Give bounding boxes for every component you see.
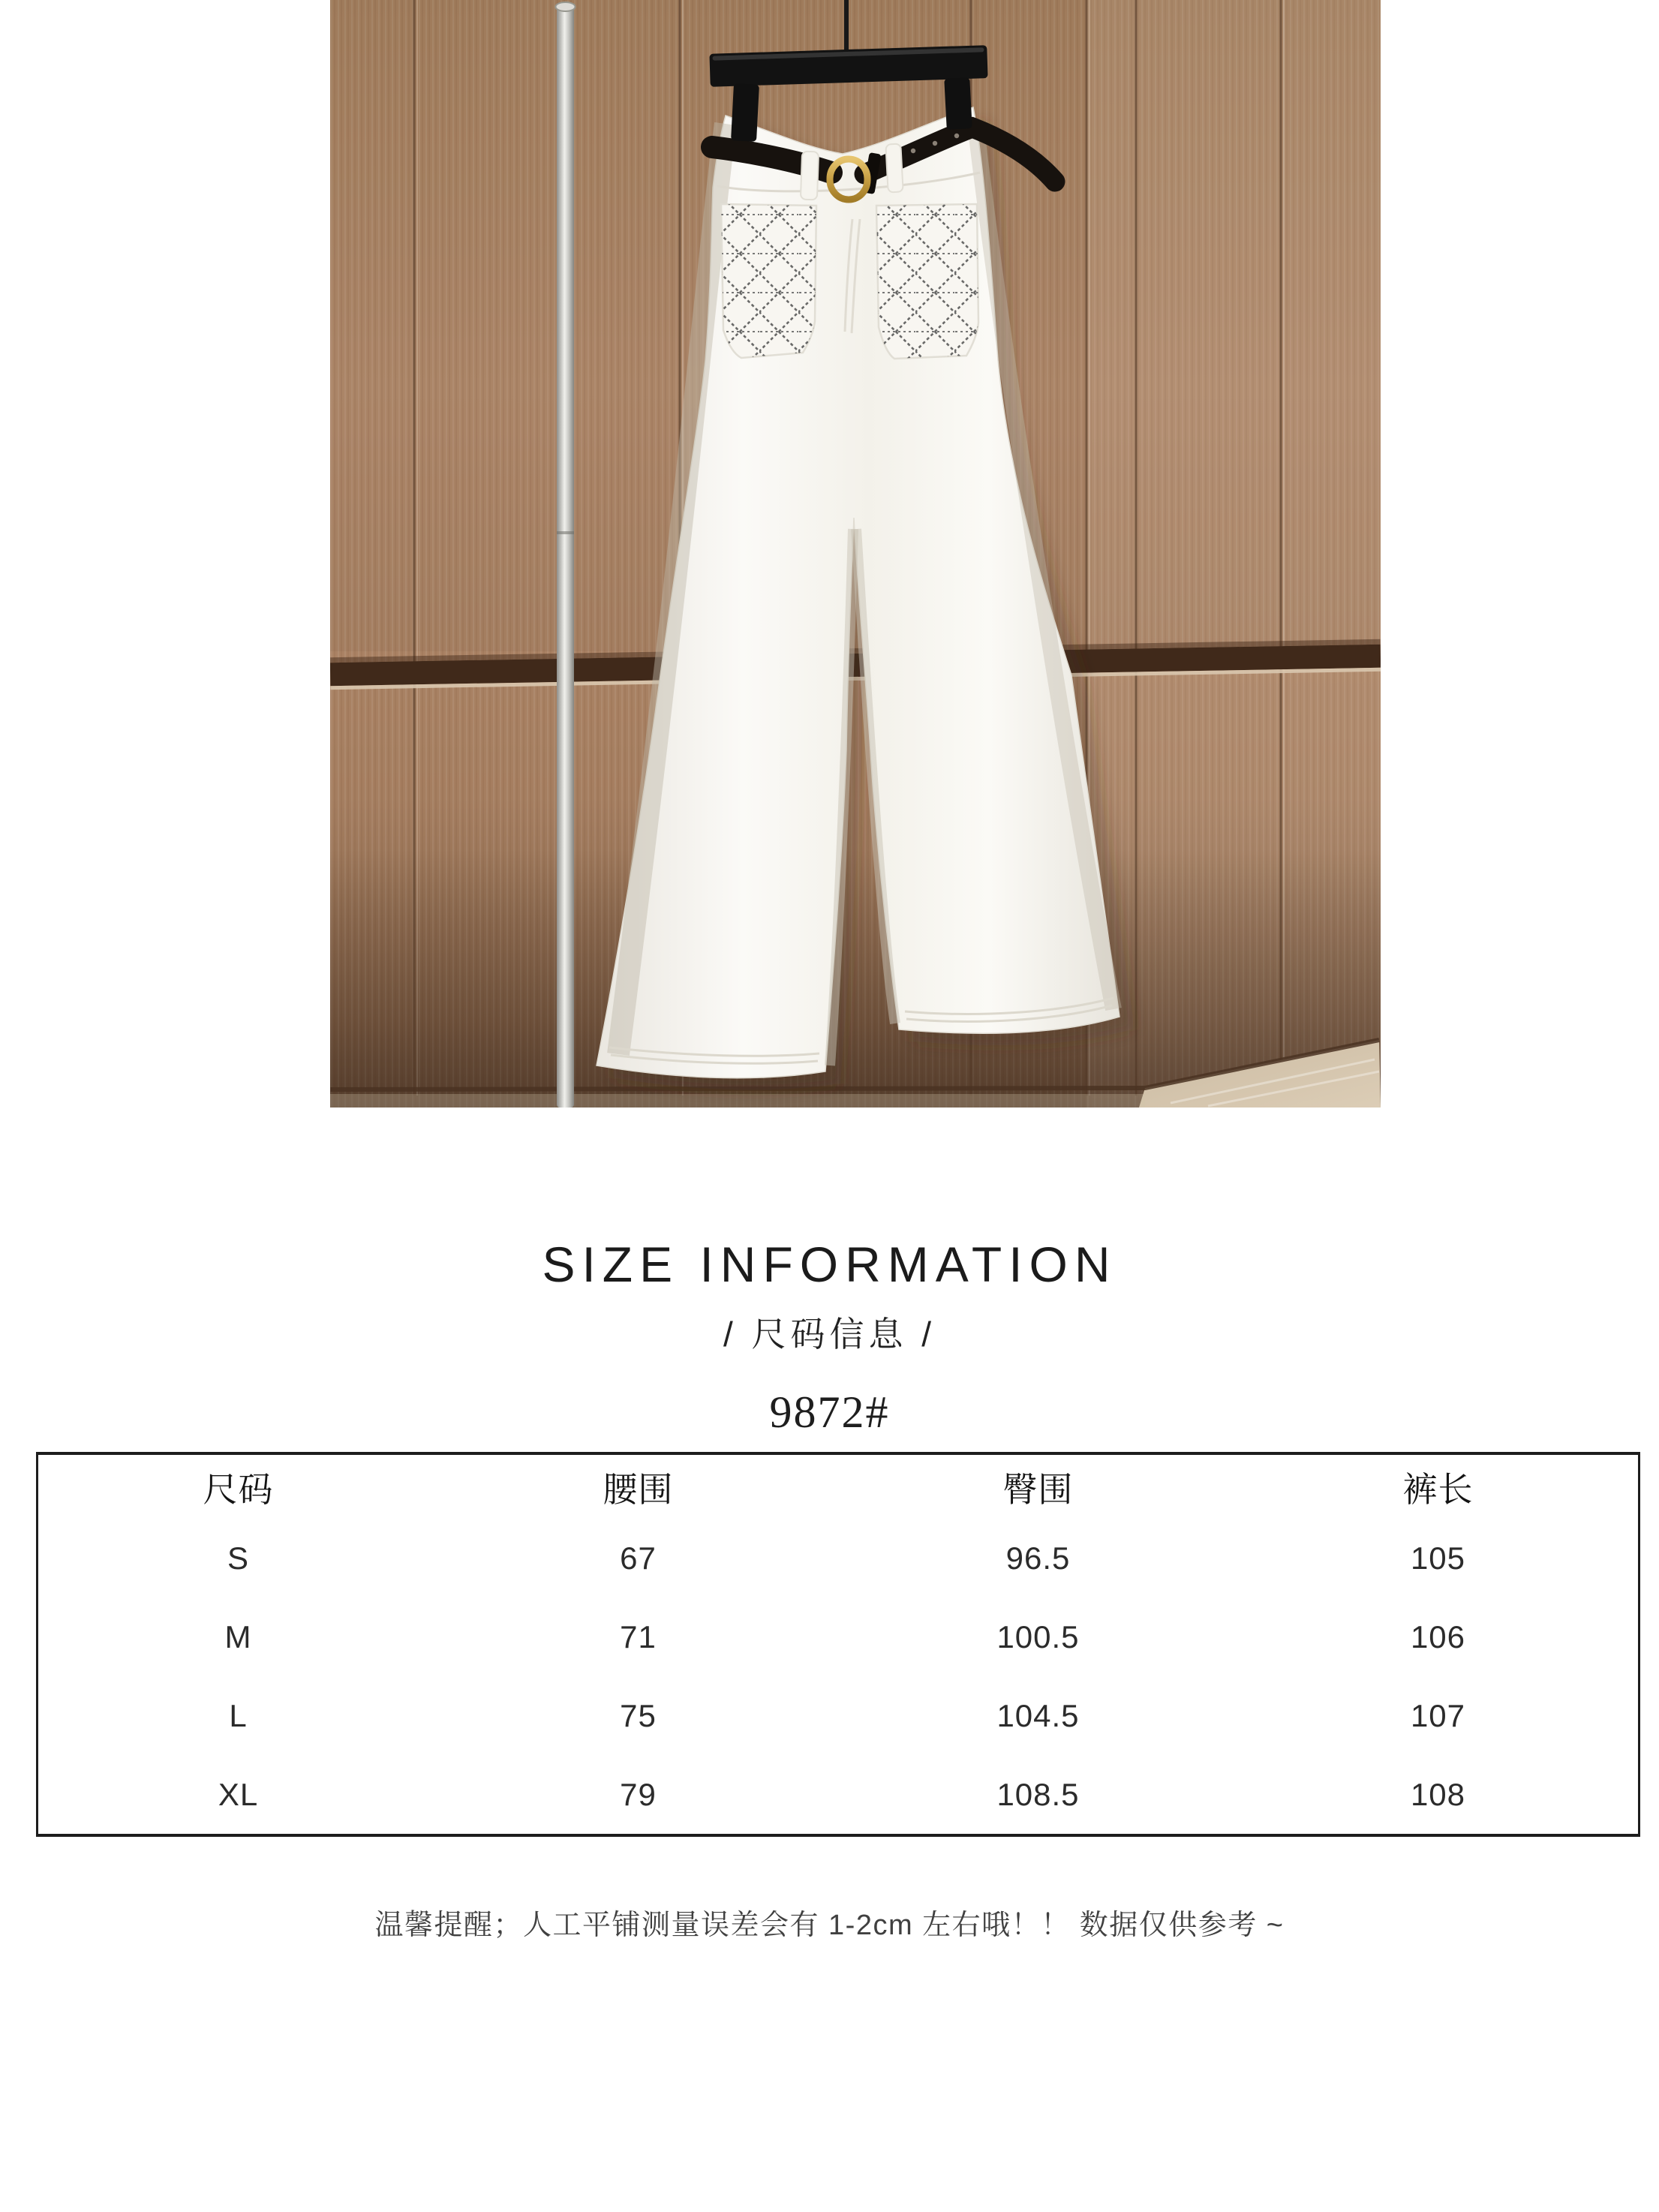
size-table	[36, 1452, 1640, 1837]
pocket-embroidery-right	[876, 204, 978, 359]
hip-value: 100.5	[996, 1619, 1080, 1655]
length-value: 107	[1410, 1697, 1466, 1733]
size-value: M	[224, 1619, 252, 1655]
hanger-clip-left	[731, 83, 759, 142]
hip-value: 108.5	[996, 1776, 1080, 1812]
length-value: 108	[1410, 1776, 1466, 1812]
length-value: 105	[1410, 1540, 1466, 1576]
size-section-subtitle-cn: / 尺码信息 /	[723, 1315, 936, 1354]
waist-value: 67	[620, 1540, 657, 1576]
size-row-m	[38, 1598, 1638, 1677]
product-photo	[330, 0, 1381, 1108]
col-header-size: 尺码	[203, 1470, 274, 1509]
clothes-rail-pole	[556, 2, 576, 1108]
product-code: 9872#	[769, 1387, 890, 1437]
waist-value: 79	[620, 1776, 657, 1812]
size-row-s	[38, 1519, 1638, 1598]
waist-value: 71	[620, 1619, 657, 1655]
col-header-hip: 臀围	[1002, 1470, 1074, 1509]
size-value: S	[227, 1540, 249, 1576]
hip-value: 104.5	[996, 1697, 1080, 1733]
hip-value: 96.5	[1005, 1540, 1071, 1576]
pocket-embroidery-left	[721, 204, 816, 358]
waist-value: 75	[620, 1697, 657, 1733]
size-value: XL	[218, 1776, 259, 1812]
size-section-title: SIZE INFORMATION	[542, 1237, 1117, 1292]
col-header-waist: 腰围	[603, 1470, 674, 1509]
length-value: 106	[1410, 1619, 1466, 1655]
size-value: L	[229, 1697, 248, 1733]
size-table-header-row	[38, 1455, 1638, 1519]
measurement-note: 温馨提醒；人工平铺测量误差会有 1-2cm 左右哦！！ 数据仅供参考 ~	[374, 1910, 1285, 1941]
col-header-length: 裤长	[1402, 1470, 1474, 1509]
hanger-clip-right	[944, 77, 972, 130]
size-row-l	[38, 1677, 1638, 1756]
size-row-xl	[38, 1755, 1638, 1834]
